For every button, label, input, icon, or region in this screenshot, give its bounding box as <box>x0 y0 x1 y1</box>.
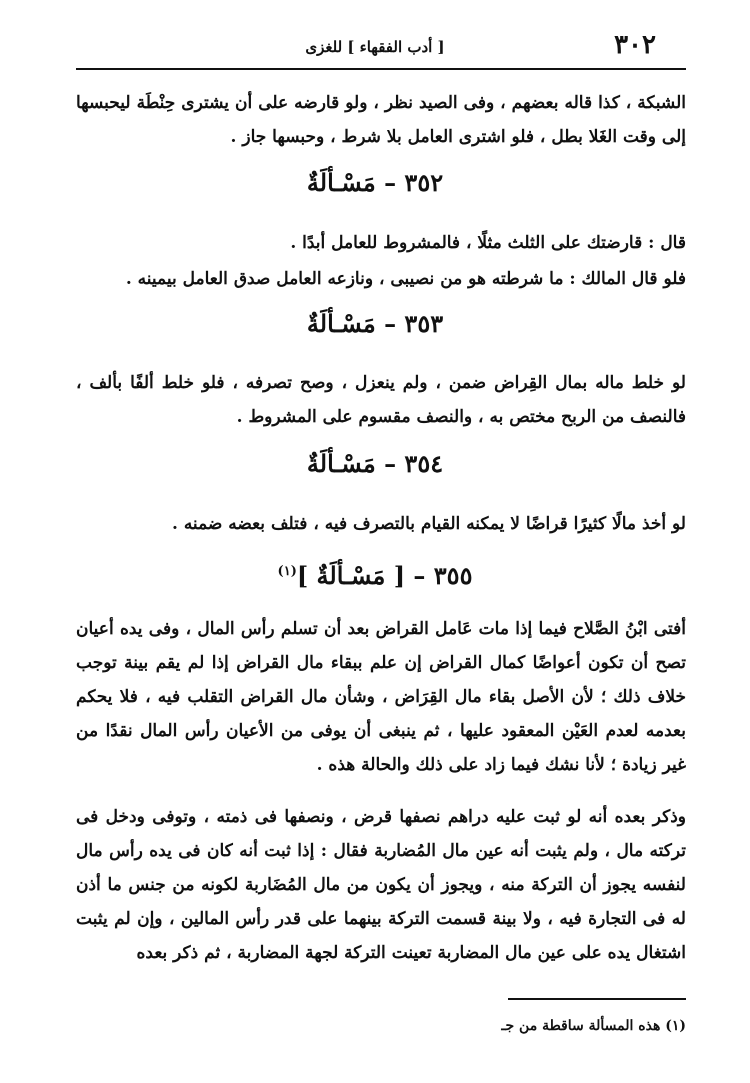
footnote-rule <box>508 998 686 1000</box>
heading-354 <box>0 449 750 479</box>
heading-number: ٣٥٣ <box>404 309 444 338</box>
heading-353 <box>0 309 750 339</box>
heading-label: [ مَسْـألَةٌ ] <box>296 561 406 590</box>
heading-dash: – <box>384 309 397 338</box>
header-rule <box>76 68 686 70</box>
heading-number: ٣٥٥ <box>433 561 473 590</box>
paragraph-352-a: قال : قارضتك على الثلث مثلًا ، فالمشروط للعامل أبدًا . <box>290 233 686 253</box>
running-header-title: [ أدب الفقهاء ] للغزى <box>305 38 445 56</box>
footnote: (١) هذه المسألة ساقطة من جـ <box>501 1018 686 1034</box>
heading-dash: – <box>384 168 397 197</box>
paragraph-354: لو أخذ مالًا كثيرًا قراضًا لا يمكنه القيام بالتصرف فيه ، فتلف بعضه ضمنه . <box>171 514 686 534</box>
heading-number: ٣٥٢ <box>404 168 444 197</box>
heading-352 <box>0 168 750 198</box>
heading-label: مَسْـألَةٌ <box>306 449 376 478</box>
heading-number: ٣٥٤ <box>404 449 444 478</box>
paragraph-352-b: فلو قال المالك : ما شرطته هو من نصيبى ، ونازعه العامل صدق العامل بيمينه . <box>125 269 686 289</box>
heading-355 <box>0 557 750 591</box>
paragraph-353: لو خلط ماله بمال القِراض ضمن ، ولم ينعزل ، وصح تصرفه ، فلو خلط ألفًا بألف ، فالنصف من الربح مختص به ، والنصف مقسوم على المشروط . <box>76 373 686 427</box>
paragraph-355-a: أفتى ابْنُ الصَّلاح فيما إذا مات عَامل القراض بعد أن تسلم رأس المال ، وفى يده أعيان تصح أن تكون أعواضًا كمال القراض إن علم ببقاء مال القراض إذا لم يقم بينة توجب خلاف ذلك ؛ لأن الأصل بقاء مال القِرَاض ، وشأن مال القراض التقلب فيه ، فلا يحكم بعدمه لعدم العَيْن المعقود عليها ، ثم ينبغى أن يوفى من الأعيان رأس المال نقدًا من غير زيادة ؛ لأنا نشك فيما زاد على ذلك والحالة هذه . <box>76 619 686 775</box>
paragraph-intro: الشبكة ، كذا قاله بعضهم ، وفى الصيد نظر ، ولو قارضه على أن يشترى حِنْطَة ليحبسها إلى وقت الغَلا بطل ، فلو اشترى العامل بلا شرط ، وحبسها جاز . <box>76 93 686 147</box>
heading-label: مَسْـألَةٌ <box>306 168 376 197</box>
heading-dash: – <box>384 449 397 478</box>
heading-label: مَسْـألَةٌ <box>306 309 376 338</box>
page-number: ٣٠٢ <box>614 30 656 60</box>
paragraph-355-b: وذكر بعده أنه لو ثبت عليه دراهم نصفها قرض ، ونصفها فى ذمته ، وتوفى ودخل فى تركته مال ، ولم يثبت أنه عين مال المُضاربة فقال : إذا ثبت أنه كان فى يده رأس مال لنفسه يجوز أن التركة منه ، ويجوز أن يكون من مال المُضَاربة لكونه من جنس ما أذن له فى التجارة فيه ، ولا بينة قسمت التركة بينهما على قدر رأس المالين ، وإن لم يثبت اشتغال يده على عين مال المضاربة تعينت التركة لجهة المضاربة ، ثم ذكر بعده <box>76 807 686 963</box>
footnote-ref: (١) <box>277 564 297 579</box>
heading-dash: – <box>413 561 426 590</box>
